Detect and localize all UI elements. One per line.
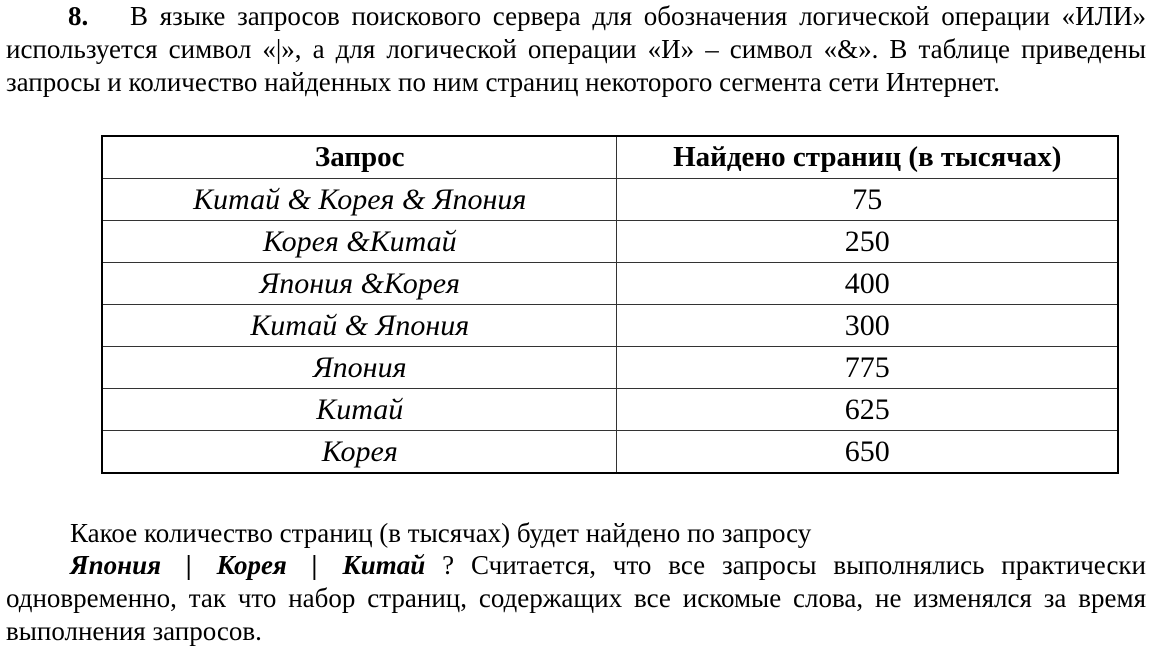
pages-cell: 75 [617, 179, 1118, 221]
question-rest: ? Считается, что все запросы выполнялись практически одновременно, так что набор страниц, содержащих все искомые слова, не изменялся за время выполнения запросов. [6, 550, 1146, 646]
pages-cell: 250 [617, 221, 1118, 263]
query-cell: Китай [102, 389, 617, 431]
table-header-row [102, 136, 1118, 179]
column-header-pages: Найдено страниц (в тысячах) [617, 136, 1118, 179]
queries-table [101, 135, 1119, 474]
table-row [102, 263, 1118, 305]
target-query: Япония | Корея | Китай [70, 550, 426, 580]
question-body [6, 549, 1146, 648]
task-number: 8. [68, 1, 89, 31]
question-line: Какое количество страниц (в тысячах) будет найдено по запросу [70, 518, 812, 548]
table-row [102, 305, 1118, 347]
column-header-query: Запрос [102, 136, 617, 179]
query-cell: Япония &Корея [102, 263, 617, 305]
query-cell: Корея [102, 431, 617, 474]
pages-cell: 650 [617, 431, 1118, 474]
query-cell: Корея &Китай [102, 221, 617, 263]
pages-cell: 300 [617, 305, 1118, 347]
pages-cell: 775 [617, 347, 1118, 389]
pages-cell: 400 [617, 263, 1118, 305]
table-row [102, 431, 1118, 474]
task-intro [6, 0, 1146, 99]
query-cell: Китай & Япония [102, 305, 617, 347]
query-cell: Китай & Корея & Япония [102, 179, 617, 221]
task-intro-text: В языке запросов поискового сервера для обозначения логической операции «ИЛИ» используется символ «|», а для логической операции «И» – символ «&». В таблице приведены запросы и количество найденных по ним страниц некоторого сегмента сети Интернет. [6, 1, 1146, 97]
table-row [102, 347, 1118, 389]
table-row [102, 389, 1118, 431]
pages-cell: 625 [617, 389, 1118, 431]
table-row [102, 221, 1118, 263]
table-row [102, 179, 1118, 221]
query-cell: Япония [102, 347, 617, 389]
